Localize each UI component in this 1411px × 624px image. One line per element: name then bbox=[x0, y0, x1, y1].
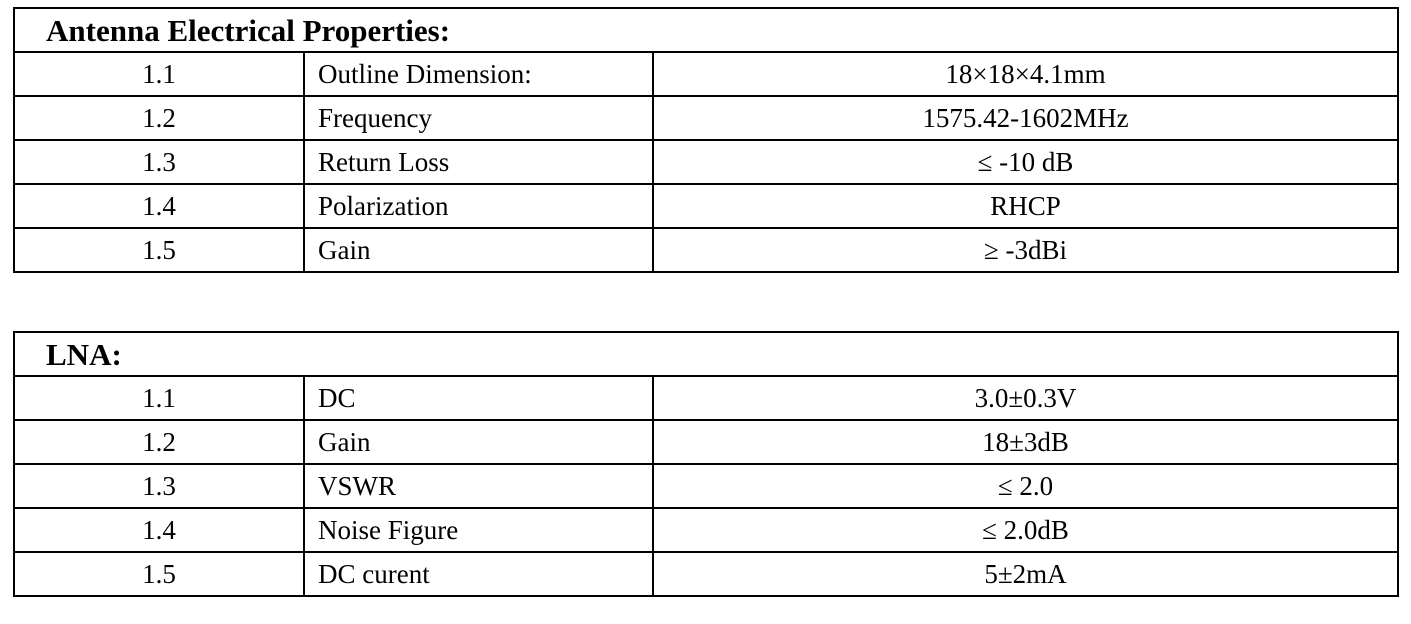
row-number: 1.2 bbox=[14, 96, 304, 140]
row-number: 1.4 bbox=[14, 508, 304, 552]
antenna-properties-table bbox=[13, 7, 1399, 273]
property-name: Return Loss bbox=[304, 140, 653, 184]
property-name: VSWR bbox=[304, 464, 653, 508]
table-row bbox=[14, 420, 1398, 464]
row-number: 1.4 bbox=[14, 184, 304, 228]
table-row bbox=[14, 552, 1398, 596]
row-number: 1.1 bbox=[14, 376, 304, 420]
property-name: Noise Figure bbox=[304, 508, 653, 552]
table-row bbox=[14, 96, 1398, 140]
property-name: Gain bbox=[304, 228, 653, 272]
property-value: 3.0±0.3V bbox=[653, 376, 1398, 420]
row-number: 1.5 bbox=[14, 228, 304, 272]
table-row bbox=[14, 376, 1398, 420]
property-name: Polarization bbox=[304, 184, 653, 228]
property-name: DC curent bbox=[304, 552, 653, 596]
property-value: 1575.42-1602MHz bbox=[653, 96, 1398, 140]
table-row bbox=[14, 184, 1398, 228]
table-row bbox=[14, 464, 1398, 508]
row-number: 1.3 bbox=[14, 140, 304, 184]
table-row bbox=[14, 228, 1398, 272]
property-name: Gain bbox=[304, 420, 653, 464]
table-row bbox=[14, 508, 1398, 552]
lna-properties-table bbox=[13, 331, 1399, 597]
property-value: ≤ -10 dB bbox=[653, 140, 1398, 184]
row-number: 1.1 bbox=[14, 52, 304, 96]
row-number: 1.2 bbox=[14, 420, 304, 464]
property-value: 18×18×4.1mm bbox=[653, 52, 1398, 96]
property-name: Frequency bbox=[304, 96, 653, 140]
table-row bbox=[14, 140, 1398, 184]
property-name: Outline Dimension: bbox=[304, 52, 653, 96]
property-value: ≤ 2.0dB bbox=[653, 508, 1398, 552]
property-name: DC bbox=[304, 376, 653, 420]
property-value: 5±2mA bbox=[653, 552, 1398, 596]
table-title-row bbox=[14, 332, 1398, 376]
property-value: RHCP bbox=[653, 184, 1398, 228]
row-number: 1.3 bbox=[14, 464, 304, 508]
table-title-row bbox=[14, 8, 1398, 52]
property-value: ≤ 2.0 bbox=[653, 464, 1398, 508]
property-value: ≥ -3dBi bbox=[653, 228, 1398, 272]
property-value: 18±3dB bbox=[653, 420, 1398, 464]
table-row bbox=[14, 52, 1398, 96]
table-title: LNA: bbox=[14, 332, 1398, 376]
table-title: Antenna Electrical Properties: bbox=[14, 8, 1398, 52]
row-number: 1.5 bbox=[14, 552, 304, 596]
